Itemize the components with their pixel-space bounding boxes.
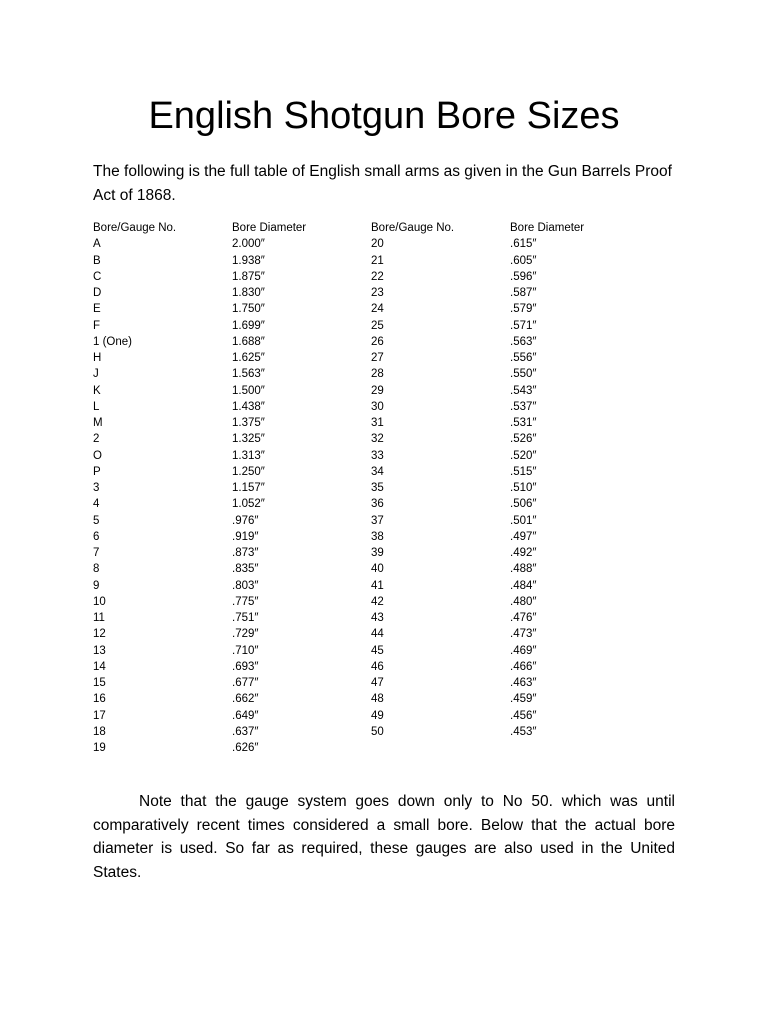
gauge-cell: 20 — [371, 238, 384, 251]
gauge-cell: 29 — [371, 384, 384, 397]
table-row — [371, 513, 651, 529]
table-row — [93, 594, 373, 610]
table-row — [371, 269, 651, 285]
gauge-cell: 48 — [371, 693, 384, 706]
gauge-cell: F — [93, 319, 101, 332]
diameter-cell: 1.625″ — [232, 352, 265, 364]
gauge-cell: 43 — [371, 612, 384, 624]
gauge-cell: 24 — [371, 303, 384, 316]
diameter-cell: .510″ — [510, 482, 537, 494]
diameter-cell: 1.938″ — [232, 254, 265, 267]
table-row — [371, 236, 651, 252]
table-row — [371, 253, 651, 269]
diameter-cell: .626″ — [232, 742, 259, 754]
diameter-cell: 2.000″ — [232, 238, 265, 251]
column-header-diameter: Bore Diameter — [232, 222, 307, 234]
table-header-row — [93, 220, 373, 236]
gauge-cell: 6 — [93, 530, 100, 543]
gauge-cell: 37 — [371, 514, 384, 527]
diameter-cell: .501″ — [510, 514, 537, 527]
diameter-cell: .649″ — [232, 709, 259, 722]
table-row — [93, 724, 373, 740]
gauge-cell: 27 — [371, 352, 384, 364]
table-row — [371, 399, 651, 415]
diameter-cell: .556″ — [510, 352, 537, 364]
diameter-cell: .526″ — [510, 433, 537, 446]
table-row — [371, 675, 651, 691]
gauge-cell: 19 — [93, 742, 106, 754]
gauge-cell: 40 — [371, 563, 384, 576]
diameter-cell: .873″ — [232, 547, 259, 559]
table-row — [371, 578, 651, 594]
diameter-cell: .488″ — [510, 563, 537, 576]
gauge-cell: 36 — [371, 498, 384, 511]
diameter-cell: .710″ — [232, 644, 259, 657]
diameter-cell: .587″ — [510, 287, 537, 299]
table-row — [93, 659, 373, 675]
diameter-cell: .605″ — [510, 254, 537, 267]
gauge-cell: 8 — [93, 563, 100, 576]
gauge-cell: 5 — [93, 514, 100, 527]
diameter-cell: .751″ — [232, 612, 259, 624]
diameter-cell: .803″ — [232, 579, 259, 592]
table-row — [371, 724, 651, 740]
diameter-cell: .531″ — [510, 417, 537, 429]
diameter-cell: 1.563″ — [232, 368, 265, 381]
gauge-cell: 49 — [371, 709, 384, 722]
note-text: Note that the gauge system goes down only to No 50. which was until comparatively recent times considered a small bore. Below that the actual bore diameter is used. So far as required, these gauges are also used in the United States. — [93, 793, 675, 881]
gauge-cell: M — [93, 417, 103, 429]
diameter-cell: .543″ — [510, 384, 537, 397]
table-row — [371, 480, 651, 496]
table-row — [93, 561, 373, 577]
gauge-cell: 35 — [371, 482, 384, 494]
table-row — [93, 529, 373, 545]
gauge-cell: 50 — [371, 725, 384, 738]
gauge-cell: O — [93, 449, 102, 462]
table-header-row — [371, 220, 651, 236]
gauge-cell: 17 — [93, 709, 106, 722]
table-row — [371, 448, 651, 464]
table-row — [371, 545, 651, 561]
gauge-cell: E — [93, 303, 101, 316]
table-row — [93, 496, 373, 512]
diameter-cell: .506″ — [510, 498, 537, 511]
diameter-cell: .463″ — [510, 677, 537, 689]
table-row — [371, 366, 651, 382]
diameter-cell: .662″ — [232, 693, 259, 706]
diameter-cell: .563″ — [510, 335, 537, 348]
gauge-cell: 7 — [93, 547, 100, 559]
gauge-cell: H — [93, 352, 102, 364]
gauge-cell: 30 — [371, 400, 384, 413]
diameter-cell: .456″ — [510, 709, 537, 722]
table-row — [371, 383, 651, 399]
diameter-cell: .775″ — [232, 595, 259, 608]
table-row — [93, 578, 373, 594]
table-row — [371, 708, 651, 724]
diameter-cell: 1.438″ — [232, 400, 265, 413]
gauge-cell: 47 — [371, 677, 384, 689]
diameter-cell: .497″ — [510, 530, 537, 543]
table-row — [371, 659, 651, 675]
diameter-cell: .473″ — [510, 628, 537, 641]
diameter-cell: .520″ — [510, 449, 537, 462]
diameter-cell: .480″ — [510, 595, 537, 608]
table-row — [93, 431, 373, 447]
gauge-cell: 1 (One) — [93, 335, 132, 348]
diameter-cell: .919″ — [232, 530, 259, 543]
diameter-cell: 1.699″ — [232, 319, 265, 332]
diameter-cell: .466″ — [510, 660, 537, 673]
gauge-cell: A — [93, 238, 101, 251]
diameter-cell: .537″ — [510, 400, 537, 413]
gauge-cell: 32 — [371, 433, 384, 446]
diameter-cell: .469″ — [510, 644, 537, 657]
diameter-cell: .476″ — [510, 612, 537, 624]
gauge-cell: 26 — [371, 335, 384, 348]
diameter-cell: 1.688″ — [232, 335, 265, 348]
table-row — [93, 269, 373, 285]
gauge-cell: 15 — [93, 677, 106, 689]
diameter-cell: .459″ — [510, 693, 537, 706]
table-row — [93, 285, 373, 301]
table-row — [93, 513, 373, 529]
gauge-cell: 11 — [93, 612, 105, 624]
diameter-cell: .515″ — [510, 465, 537, 478]
diameter-cell: .579″ — [510, 303, 537, 316]
gauge-cell: 28 — [371, 368, 384, 381]
gauge-cell: J — [93, 368, 99, 381]
diameter-cell: .571″ — [510, 319, 537, 332]
table-row — [93, 610, 373, 626]
table-row — [93, 480, 373, 496]
column-header-diameter: Bore Diameter — [510, 222, 585, 234]
table-row — [93, 675, 373, 691]
table-row — [371, 301, 651, 317]
page-title: English Shotgun Bore Sizes — [148, 95, 620, 137]
note-paragraph — [93, 790, 675, 884]
diameter-cell: .693″ — [232, 660, 259, 673]
diameter-cell: .484″ — [510, 579, 537, 592]
diameter-cell: .453″ — [510, 725, 537, 738]
gauge-cell: 21 — [371, 254, 384, 267]
gauge-cell: 31 — [371, 417, 384, 429]
gauge-cell: 25 — [371, 319, 384, 332]
table-row — [93, 236, 373, 252]
table-row — [93, 708, 373, 724]
table-row — [371, 626, 651, 642]
diameter-cell: 1.830″ — [232, 287, 265, 299]
table-row — [93, 545, 373, 561]
gauge-cell: 46 — [371, 660, 384, 673]
diameter-cell: 1.875″ — [232, 270, 265, 283]
diameter-cell: .596″ — [510, 270, 537, 283]
diameter-cell: 1.750″ — [232, 303, 265, 316]
diameter-cell: .637″ — [232, 725, 259, 738]
gauge-cell: C — [93, 270, 102, 283]
table-row — [371, 691, 651, 707]
table-left-half — [93, 220, 373, 756]
gauge-cell: 16 — [93, 693, 106, 706]
diameter-cell: 1.500″ — [232, 384, 265, 397]
table-row — [93, 399, 373, 415]
gauge-cell: 42 — [371, 595, 384, 608]
table-row — [93, 366, 373, 382]
table-row — [93, 415, 373, 431]
table-row — [93, 301, 373, 317]
gauge-cell: K — [93, 384, 101, 397]
gauge-cell: L — [93, 400, 100, 413]
table-row — [371, 594, 651, 610]
table-row — [93, 740, 373, 756]
table-row — [93, 448, 373, 464]
diameter-cell: .976″ — [232, 514, 259, 527]
table-row — [93, 350, 373, 366]
table-row — [93, 253, 373, 269]
gauge-cell: 33 — [371, 449, 384, 462]
table-row — [371, 610, 651, 626]
table-left-body — [93, 236, 373, 756]
gauge-cell: P — [93, 465, 101, 478]
gauge-cell: 23 — [371, 287, 384, 299]
diameter-cell: 1.325″ — [232, 433, 265, 446]
gauge-cell: 9 — [93, 579, 100, 592]
diameter-cell: .835″ — [232, 563, 259, 576]
table-row — [371, 350, 651, 366]
diameter-cell: 1.313″ — [232, 449, 265, 462]
gauge-cell: 22 — [371, 270, 384, 283]
gauge-cell: 3 — [93, 482, 100, 494]
table-row — [93, 626, 373, 642]
table-row — [93, 334, 373, 350]
table-row — [371, 431, 651, 447]
gauge-cell: 41 — [371, 579, 384, 592]
table-row — [371, 464, 651, 480]
table-row — [371, 643, 651, 659]
gauge-cell: 39 — [371, 547, 384, 559]
diameter-cell: .492″ — [510, 547, 537, 559]
diameter-cell: 1.250″ — [232, 465, 265, 478]
table-row — [93, 643, 373, 659]
table-row — [371, 334, 651, 350]
gauge-cell: B — [93, 254, 101, 267]
gauge-cell: 38 — [371, 530, 384, 543]
table-right-body — [371, 236, 651, 740]
gauge-cell: 45 — [371, 644, 384, 657]
table-row — [93, 464, 373, 480]
diameter-cell: 1.052″ — [232, 498, 265, 511]
table-row — [371, 415, 651, 431]
gauge-cell: 13 — [93, 644, 106, 657]
diameter-cell: .677″ — [232, 677, 259, 689]
table-row — [371, 285, 651, 301]
column-header-gauge: Bore/Gauge No. — [93, 222, 177, 234]
table-row — [93, 383, 373, 399]
diameter-cell: 1.375″ — [232, 417, 265, 429]
table-row — [371, 529, 651, 545]
gauge-cell: D — [93, 287, 102, 299]
table-row — [371, 496, 651, 512]
table-row — [93, 691, 373, 707]
diameter-cell: .550″ — [510, 368, 537, 381]
table-right-half — [371, 220, 651, 740]
diameter-cell: .615″ — [510, 238, 537, 251]
diameter-cell: 1.157″ — [232, 482, 265, 494]
table-row — [93, 318, 373, 334]
gauge-cell: 2 — [93, 433, 100, 446]
gauge-cell: 44 — [371, 628, 384, 641]
table-row — [371, 561, 651, 577]
gauge-cell: 34 — [371, 465, 384, 478]
column-header-gauge: Bore/Gauge No. — [371, 222, 455, 234]
gauge-cell: 18 — [93, 725, 106, 738]
table-row — [371, 318, 651, 334]
intro-paragraph: The following is the full table of English small arms as given in the Gun Barrels Proof Act of 1868. — [93, 163, 672, 204]
gauge-cell: 4 — [93, 498, 100, 511]
gauge-cell: 10 — [93, 595, 106, 608]
diameter-cell: .729″ — [232, 628, 259, 641]
gauge-cell: 14 — [93, 660, 106, 673]
gauge-cell: 12 — [93, 628, 106, 641]
